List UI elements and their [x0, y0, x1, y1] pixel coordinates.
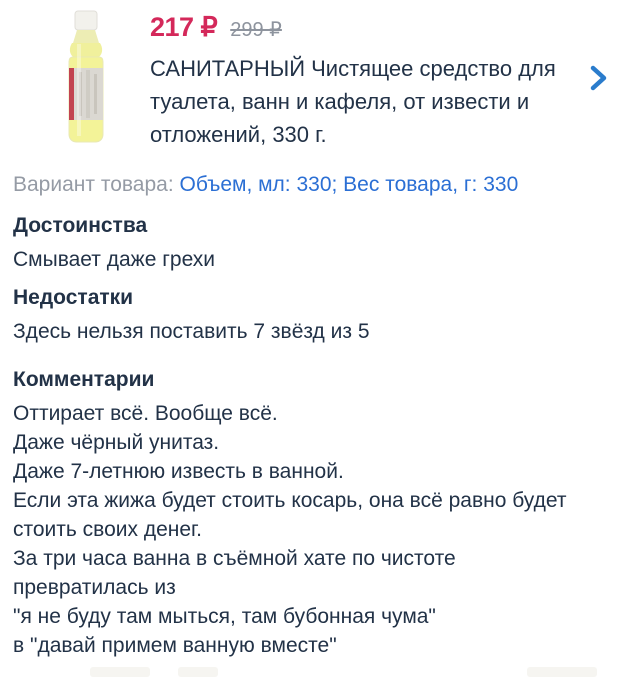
chevron-right-icon [589, 64, 609, 92]
pros-text: Смывает даже грехи [13, 248, 216, 271]
pros-heading: Достоинства [13, 214, 148, 237]
comment-line: Оттирает всё. Вообще всё. [13, 402, 278, 425]
cleaning-bottle-photo [31, 6, 141, 148]
variant-value-link[interactable]: Объем, мл: 330; Вес товара, г: 330 [179, 173, 519, 196]
current-price: 217 ₽ [150, 12, 218, 42]
price-row [150, 12, 580, 43]
comment-text [13, 399, 629, 660]
comment-line: "я не буду там мыться, там бубонная чума" [13, 605, 436, 628]
product-info [150, 12, 580, 151]
comment-line: Даже чёрный унитаз. [13, 431, 220, 454]
comments-heading: Комментарии [13, 368, 155, 391]
product-title: САНИТАРНЫЙ Чистящее средство для туалета, ванн и кафеля, от извести и отложений, 330 г. [150, 56, 556, 147]
open-product-button[interactable] [582, 60, 616, 96]
old-price: 299 ₽ [230, 19, 282, 41]
comment-line: За три часа ванна в съёмной хате по чистоте [13, 547, 456, 570]
comment-line: в "давай примем ванную вместе" [13, 634, 337, 657]
variant-row [13, 170, 629, 200]
comment-line: Если эта жижа будет стоить косарь, она всё равно будет [13, 489, 567, 512]
product-photo [30, 6, 142, 148]
comment-line: превратилась из [13, 576, 176, 599]
review-content [13, 170, 629, 660]
product-card[interactable] [0, 0, 640, 162]
variant-label: Вариант товара: [13, 173, 174, 196]
cropped-next-row [0, 667, 640, 681]
cons-heading: Недостатки [13, 286, 134, 309]
comment-line: Даже 7-летнюю известь в ванной. [13, 460, 344, 483]
comment-line: стоить своих денег. [13, 518, 202, 541]
cons-text: Здесь нельзя поставить 7 звёзд из 5 [13, 320, 370, 343]
